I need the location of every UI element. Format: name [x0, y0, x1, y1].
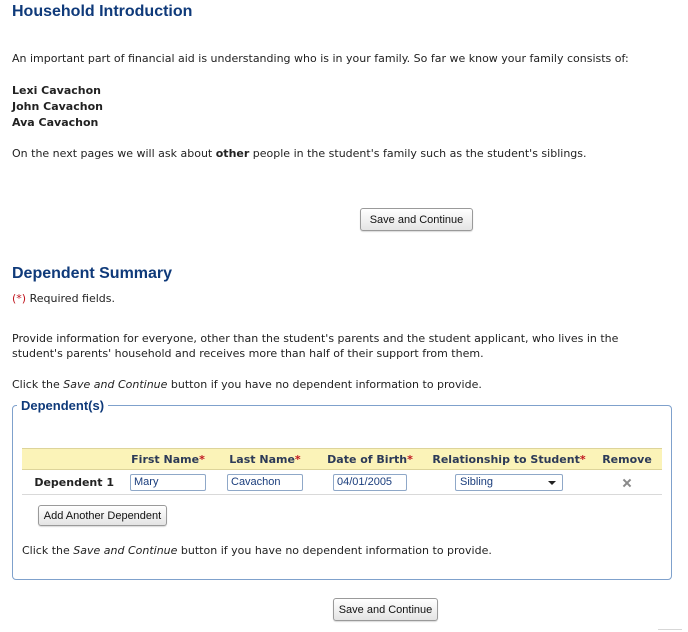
remove-icon[interactable] [621, 477, 633, 489]
header-remove: Remove [592, 449, 662, 470]
save-continue-button-bottom[interactable]: Save and Continue [333, 598, 438, 621]
header-dob-label: Date of Birth [327, 452, 408, 466]
relationship-cell [426, 470, 592, 495]
header-relationship-label: Relationship to Student [432, 452, 580, 466]
last-name-cell [216, 470, 314, 495]
first-name-input[interactable] [130, 474, 206, 491]
no-dependent-note-end: button if you have no dependent information to provide. [167, 378, 482, 391]
next-pages-text-end: people in the student's family such as the student's siblings. [249, 147, 587, 160]
header-blank [22, 449, 120, 470]
dependent-row-label: Dependent 1 [22, 470, 120, 495]
next-pages-text-emphasis: other [215, 147, 250, 160]
family-members-list [12, 83, 103, 131]
no-dependent-note-emphasis: Save and Continue [73, 544, 178, 557]
family-member: Lexi Cavachon [12, 84, 101, 97]
required-star: * [579, 452, 586, 466]
dependents-table [22, 448, 662, 495]
relationship-select[interactable] [455, 474, 563, 491]
household-title: Household Introduction [12, 3, 193, 20]
dob-input[interactable] [333, 474, 407, 491]
no-dependent-note-end: button if you have no dependent information to provide. [177, 544, 492, 557]
next-pages-text-start: On the next pages we will ask about [12, 147, 216, 160]
header-last-name [216, 449, 314, 470]
header-first-name-label: First Name [131, 452, 200, 466]
required-marker: (*) [12, 292, 27, 305]
dependent-info-text: Provide information for everyone, other than the student's parents and the student applicant, who lives in the student's parents' household and receives more than half of their support from them. [12, 332, 619, 360]
dependent-summary-title: Dependent Summary [12, 265, 173, 282]
table-row [22, 470, 662, 495]
required-fields-note [12, 291, 115, 306]
no-dependent-note-bottom [22, 543, 492, 558]
header-dob [314, 449, 426, 470]
save-continue-button-top[interactable]: Save and Continue [360, 208, 473, 231]
add-another-dependent-button[interactable]: Add Another Dependent [38, 505, 167, 526]
dob-cell [314, 470, 426, 495]
remove-cell [592, 470, 662, 495]
required-star: * [294, 452, 301, 466]
table-header-row [22, 449, 662, 470]
corner-decoration [658, 619, 682, 630]
last-name-input[interactable] [227, 474, 303, 491]
header-relationship [426, 449, 592, 470]
header-last-name-label: Last Name [229, 452, 295, 466]
no-dependent-note-top [12, 377, 482, 392]
family-member: John Cavachon [12, 100, 103, 113]
no-dependent-note-emphasis: Save and Continue [63, 378, 168, 391]
required-star: * [199, 452, 205, 466]
relationship-selected-value: Sibling [460, 475, 494, 488]
required-fields-text: Required fields. [26, 292, 116, 305]
household-intro-text: An important part of financial aid is understanding who is in your family. So far we know your family consists of: [12, 52, 629, 65]
first-name-cell [120, 470, 216, 495]
next-pages-text [12, 146, 587, 161]
no-dependent-note-start: Click the [12, 378, 64, 391]
dependents-legend: Dependent(s) [21, 398, 105, 413]
family-member: Ava Cavachon [12, 116, 99, 129]
header-first-name [120, 449, 216, 470]
chevron-down-icon [548, 481, 556, 485]
no-dependent-note-start: Click the [22, 544, 74, 557]
required-star: * [407, 452, 413, 466]
